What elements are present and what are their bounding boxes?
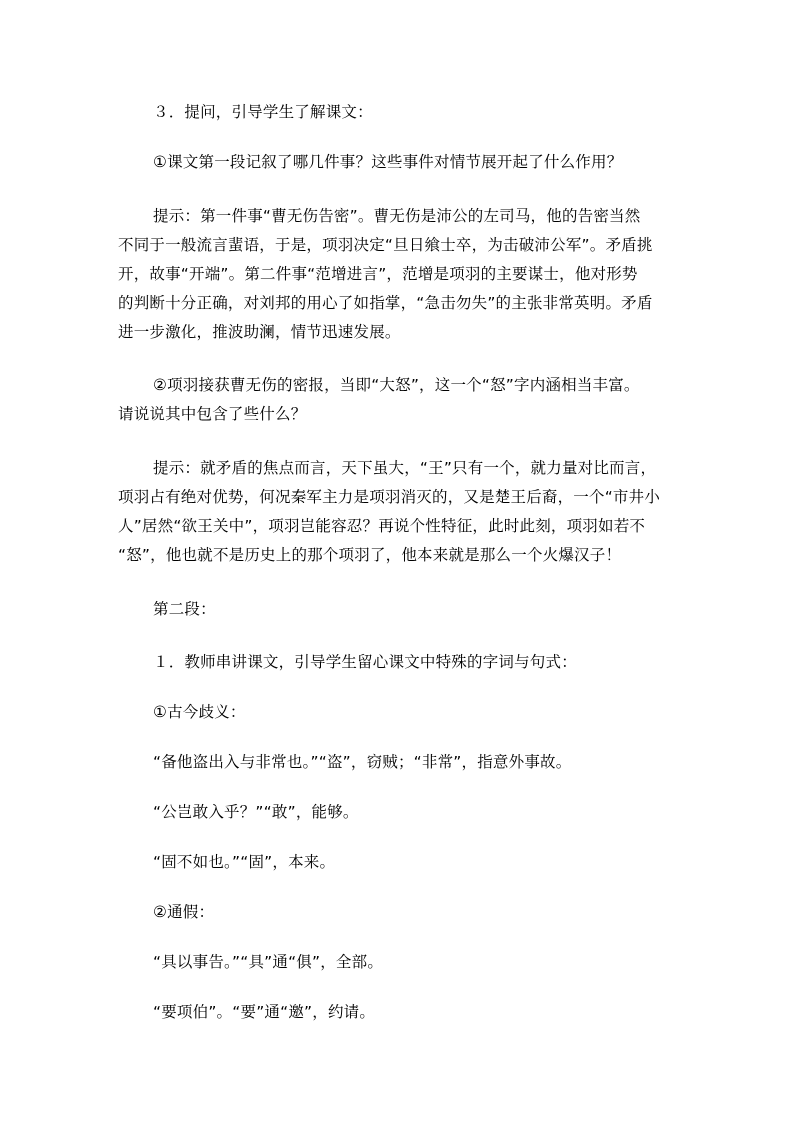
example-4: “具以事告。”“具”通“俱”，全部。	[153, 953, 384, 971]
hint-1-line-4: 的判断十分正确，对刘邦的用心了如指掌，“急击勿失”的主张非常英明。矛盾	[118, 294, 653, 312]
question-2-line-1: ②项羽接获曹无伤的密报，当即“大怒”，这一个“怒”字内涵相当丰富。	[153, 376, 640, 394]
hint-1-line-1: 提示：第一件事“曹无伤告密”。曹无伤是沛公的左司马，他的告密当然	[153, 207, 641, 225]
hint-2-line-2: 项羽占有绝对优势，何况秦军主力是项羽消灭的，又是楚王后裔，一个“市井小	[118, 488, 661, 506]
hint-2-line-1: 提示：就矛盾的焦点而言，天下虽大，“王”只有一个，就力量对比而言，	[153, 459, 657, 477]
example-1: “备他盗出入与非常也。”“盗”，窃贼；“非常”，指意外事故。	[153, 753, 572, 771]
question-3-heading: ３．提问，引导学生了解课文：	[153, 103, 373, 121]
hint-1-line-5: 进一步激化，推波助澜，情节迅速发展。	[118, 323, 401, 341]
section-2-heading: 第二段：	[153, 600, 216, 618]
loan-character-heading: ②通假：	[153, 903, 215, 921]
question-1: ①课文第一段记叙了哪几件事？这些事件对情节展开起了什么作用？	[153, 153, 623, 171]
question-2-line-2: 请说说其中包含了些什么？	[118, 405, 307, 423]
hint-1-line-2: 不同于一般流言蜚语，于是，项羽决定“旦日飨士卒，为击破沛公军”。矛盾挑	[118, 236, 653, 254]
hint-2-line-4: “怒”，他也就不是历史上的那个项羽了，他本来就是那么一个火爆汉子！	[118, 546, 622, 564]
example-2: “公岂敢入乎？”“敢”，能够。	[153, 803, 359, 821]
example-3: “固不如也。”“固”，本来。	[153, 853, 336, 871]
hint-2-line-3: 人”居然“欲王关中”，项羽岂能容忍？再说个性特征，此时此刻，项羽如若不	[118, 517, 646, 535]
example-5: “要项伯”。“要”通“邀”，约请。	[153, 1003, 376, 1021]
step-1: １．教师串讲课文，引导学生留心课文中特殊的字词与句式：	[153, 653, 577, 671]
hint-1-line-3: 开，故事“开端”。第二件事“范增进言”，范增是项羽的主要谋士，他对形势	[118, 265, 638, 283]
ancient-modern-heading: ①古今歧义：	[153, 703, 246, 721]
